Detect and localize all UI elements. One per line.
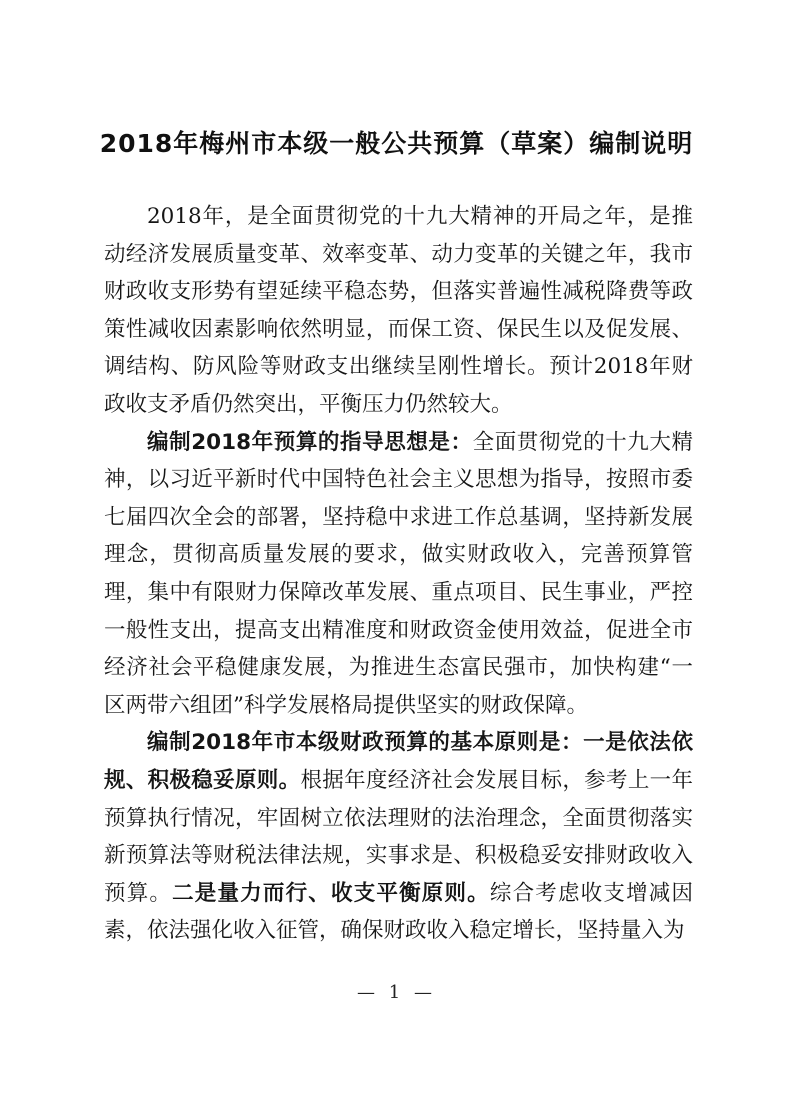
document-body <box>104 198 693 950</box>
paragraph-bold-text: 编制2018年预算的指导思想是： <box>147 429 473 455</box>
paragraph-text: 2018年，是全面贯彻党的十九大精神的开局之年，是推动经济发展质量变革、效率变革、动力变革的关键之年，我市财政收支形势有望延续平稳态势，但落实普遍性减税降费等政策性减收因素影响依然明显，而保工资、保民生以及促发展、调结构、防风险等财政支出继续呈刚性增长。预计2018年财政收支矛盾仍然突出，平衡压力仍然较大。 <box>104 204 693 417</box>
page-number: — 1 — <box>357 982 436 1003</box>
paragraph <box>104 198 693 424</box>
paragraph-text: 全面贯彻党的十九大精神，以习近平新时代中国特色社会主义思想为指导，按照市委七届四次全会的部署，坚持稳中求进工作总基调，坚持新发展理念，贯彻高质量发展的要求，做实财政收入，完善预算管理，集中有限财力保障改革发展、重点项目、民生事业，严控一般性支出，提高支出精准度和财政资金使用效益，促进全市经济社会平稳健康发展，为推进生态富民强市，加快构建“一区两带六组团”科学发展格局提供坚实的财政保障。 <box>104 429 693 718</box>
paragraph-text: 根据年度经济社会发展目标，参考上一年预算执行情况，牢固树立依法理财的法治理念，全面贯彻落实新预算法等财税法律法规，实事求是、积极稳妥安排财政收入预算。 <box>104 767 693 906</box>
paragraph-text: 综合考虑收支增减因素，依法强化收入征管，确保财政收入稳定增长，坚持量入为 <box>104 880 693 944</box>
paragraph-bold-text: 二是量力而行、收支平衡原则。 <box>172 880 490 906</box>
paragraph <box>104 424 693 725</box>
paragraph-bold-text: 编制2018年市本级财政预算的基本原则是： <box>147 730 584 756</box>
paragraph-bold-text: 一是依法依规、积极稳妥原则。 <box>104 730 693 793</box>
document-title: 2018年梅州市本级一般公共预算（草案）编制说明 <box>99 129 694 158</box>
paragraph <box>104 724 693 950</box>
